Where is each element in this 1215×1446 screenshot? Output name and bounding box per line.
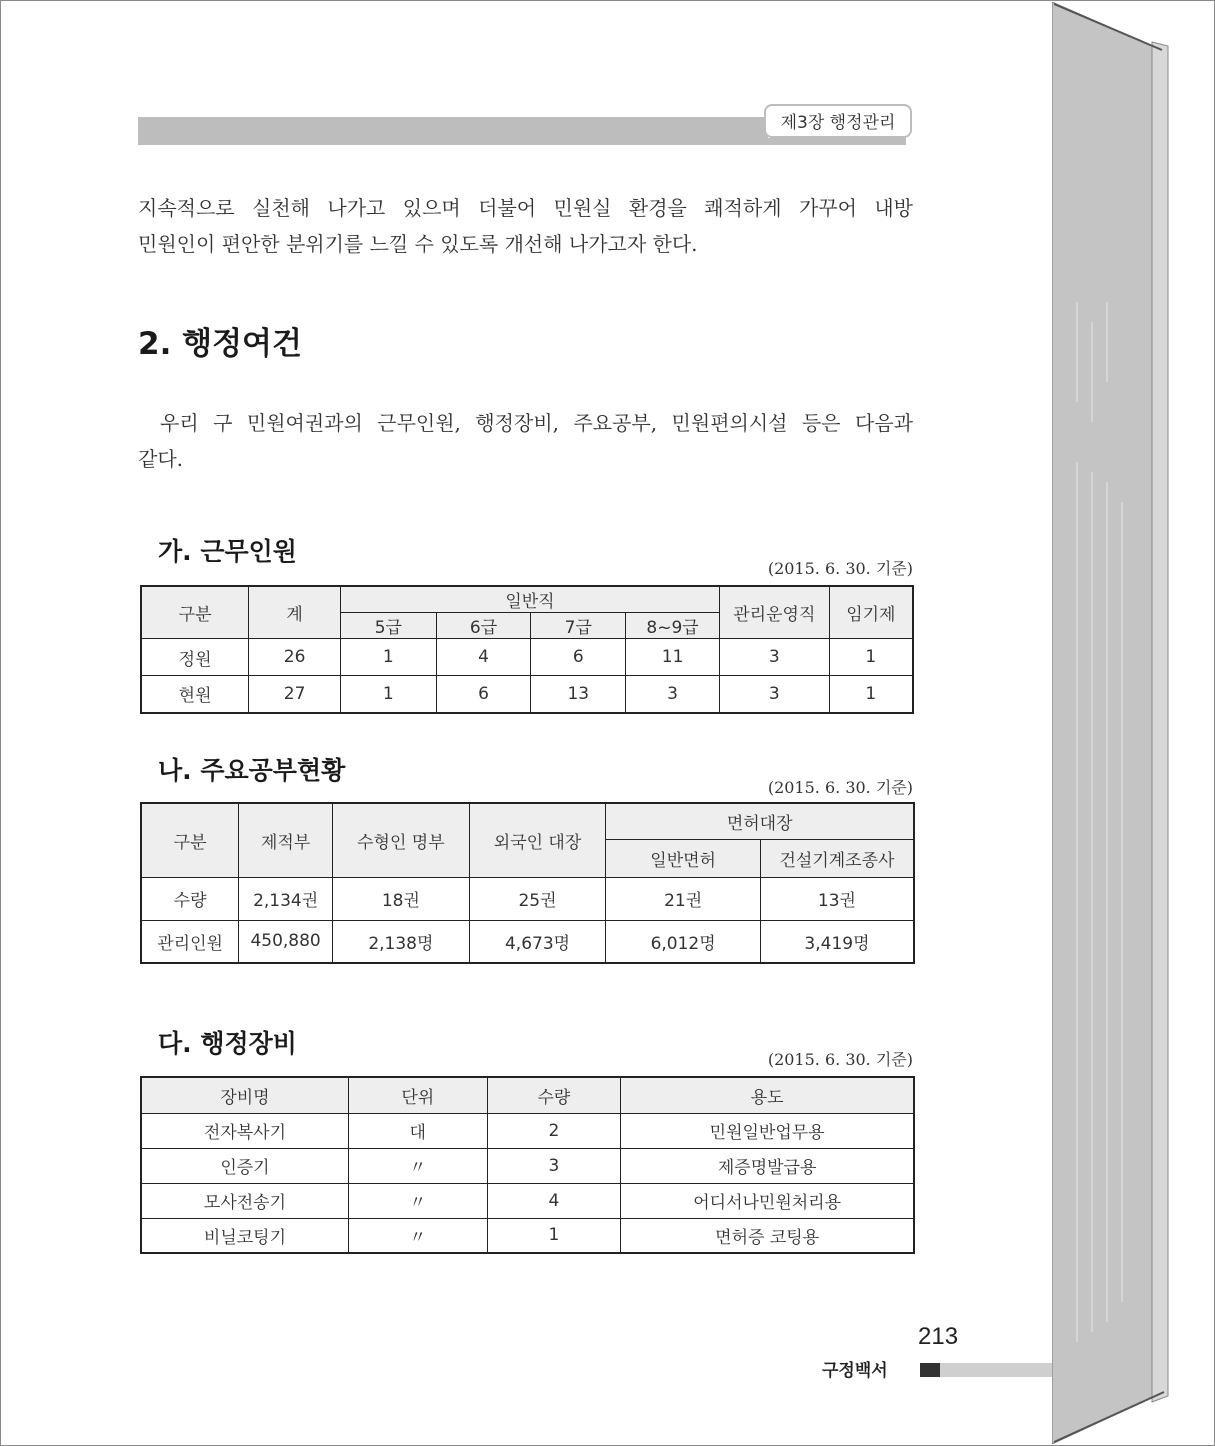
staff-cell-grade8-9: 3 [626,676,720,713]
book-page-edges [1052,2,1170,1444]
equipment-cell-qty: 3 [487,1148,621,1183]
equipment-cell-use: 면허증 코팅용 [621,1218,914,1253]
equipment-table [140,1076,915,1254]
running-header-bar [138,117,768,145]
records-cell-convict: 18권 [333,877,470,920]
equipment-cell-unit: 〃 [348,1183,487,1218]
staff-cell-mgmt: 3 [719,676,829,713]
staff-header-grade8-9: 8~9급 [626,613,720,639]
table-row [141,1218,914,1253]
book-title: 구정백서 [822,1361,888,1381]
records-header-construction: 건설기계조종사 [760,839,914,877]
table-row [141,639,913,676]
section-desc-line-2: 같다. [138,447,183,471]
staff-header-grade7: 7급 [531,613,626,639]
section-desc-line-1: 우리 구 민원여권과의 근무인원, 행정장비, 주요공부, 민원편의시설 등은 다음과 [160,411,913,435]
records-cell-general: 6,012명 [606,920,761,963]
equipment-cell-unit: 〃 [348,1148,487,1183]
equipment-cell-unit: 대 [348,1113,487,1148]
staff-basis-date: (2015. 6. 30. 기준) [767,559,913,578]
records-table [140,802,915,964]
staff-cell-grade8-9: 11 [626,639,720,676]
table-row [141,1148,914,1183]
staff-cell-total: 26 [249,639,341,676]
table-row [141,1183,914,1218]
equipment-cell-use: 제증명발급용 [621,1148,914,1183]
equipment-header-qty: 수량 [487,1077,621,1113]
staff-cell-grade6: 6 [436,676,531,713]
equipment-cell-qty: 1 [487,1218,621,1253]
staff-cell-total: 27 [249,676,341,713]
equipment-cell-name: 비닐코팅기 [141,1218,348,1253]
records-cell-construction: 13권 [760,877,914,920]
records-cell-register: 2,134권 [239,877,333,920]
staff-cell-temp: 1 [829,676,913,713]
records-cell-foreigner: 25권 [469,877,606,920]
records-header-gubun: 구분 [141,803,239,877]
records-header-general-license: 일반면허 [606,839,761,877]
staff-cell-temp: 1 [829,639,913,676]
records-header-foreigner: 외국인 대장 [469,803,606,877]
records-header-convict: 수형인 명부 [333,803,470,877]
staff-cell-grade6: 4 [436,639,531,676]
records-title: 나. 주요공부현황 [158,756,346,785]
staff-row-label: 정원 [141,639,249,676]
records-header-license: 면허대장 [606,803,914,839]
equipment-cell-qty: 4 [487,1183,621,1218]
staff-cell-mgmt: 3 [719,639,829,676]
records-cell-general: 21권 [606,877,761,920]
equipment-header-unit: 단위 [348,1077,487,1113]
staff-cell-grade5: 1 [340,639,436,676]
equipment-cell-name: 전자복사기 [141,1113,348,1148]
staff-title: 가. 근무인원 [158,537,297,566]
staff-table [140,585,914,714]
equipment-cell-use: 민원일반업무용 [621,1113,914,1148]
table-row [141,676,913,713]
records-header-register: 제적부 [239,803,333,877]
equipment-cell-unit: 〃 [348,1218,487,1253]
records-row-label: 수량 [141,877,239,920]
staff-header-mgmt: 관리운영직 [719,586,829,639]
records-cell-construction: 3,419명 [760,920,914,963]
equipment-header-use: 용도 [621,1077,914,1113]
intro-paragraph [138,190,913,262]
page-number: 213 [918,1323,959,1350]
equipment-header-name: 장비명 [141,1077,348,1113]
staff-cell-grade7: 13 [531,676,626,713]
staff-header-temp: 임기제 [829,586,913,639]
staff-cell-grade5: 1 [340,676,436,713]
staff-row-label: 현원 [141,676,249,713]
section-title: 2. 행정여건 [138,326,302,362]
footer-bar-marker [920,1363,940,1377]
staff-header-grade6: 6급 [436,613,531,639]
equipment-basis-date: (2015. 6. 30. 기준) [767,1050,913,1069]
table-row [141,877,914,920]
records-cell-foreigner: 4,673명 [469,920,606,963]
section-description [138,405,913,477]
table-row [141,1113,914,1148]
records-cell-register: 450,880 [239,920,333,963]
table-row [141,920,914,963]
equipment-cell-name: 인증기 [141,1148,348,1183]
staff-header-total: 계 [249,586,341,639]
records-cell-convict: 2,138명 [333,920,470,963]
staff-header-general: 일반직 [340,586,719,613]
footer-bar [940,1363,1052,1377]
equipment-cell-name: 모사전송기 [141,1183,348,1218]
intro-line-2: 민원인이 편안한 분위기를 느낄 수 있도록 개선해 나가고자 한다. [138,232,698,256]
staff-header-grade5: 5급 [340,613,436,639]
intro-line-1: 지속적으로 실천해 나가고 있으며 더불어 민원실 환경을 쾌적하게 가꾸어 내방 [138,196,913,220]
equipment-cell-use: 어디서나민원처리용 [621,1183,914,1218]
records-row-label: 관리인원 [141,920,239,963]
equipment-title: 다. 행정장비 [158,1029,297,1058]
records-basis-date: (2015. 6. 30. 기준) [767,778,913,797]
staff-header-gubun: 구분 [141,586,249,639]
chapter-tab: 제3장 행정관리 [764,104,912,138]
staff-cell-grade7: 6 [531,639,626,676]
equipment-cell-qty: 2 [487,1113,621,1148]
